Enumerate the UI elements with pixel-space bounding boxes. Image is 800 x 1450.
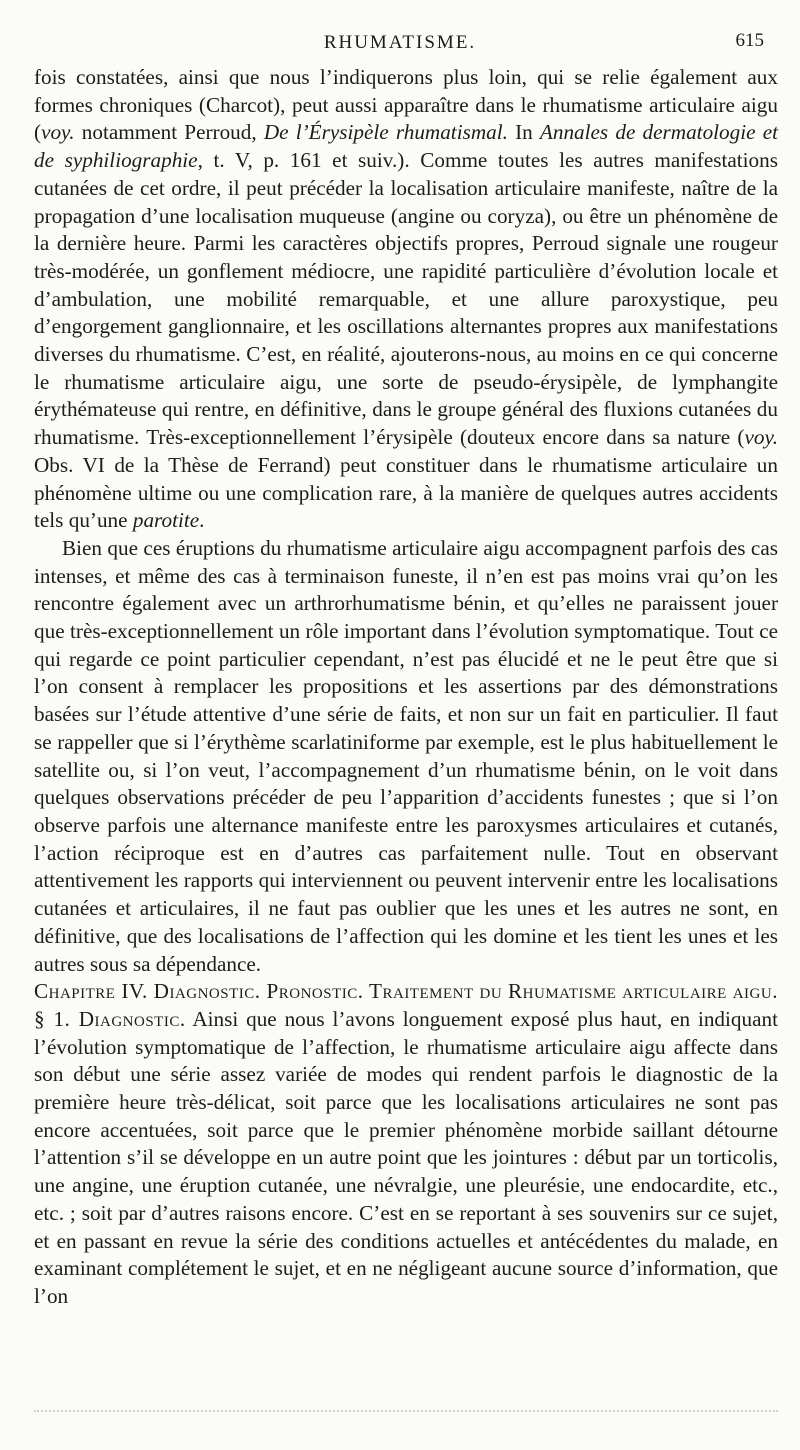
italic-voy: voy. [744,425,778,450]
chapter-heading: Chapitre IV. Diagnostic. Pronostic. Traitement du Rhumatisme articulaire aigu. [34,979,778,1004]
text-run: . [199,508,205,533]
text-run: notamment Perroud, [74,120,264,145]
chapter-text: Ainsi que nous l’avons longuement exposé plus haut, en indiquant l’évolution symptomatique de l’affection, le rhumatisme articulaire aigu affecte dans son début une série assez variée de modes qui rendent parfois le diagnostic de la première heure très-délicat, soit parce que les localisations articulaires ne sont pas encore accentuées, soit parce que le premier phénomène morbide saillant détourne l’attention s’il se développe en un autre point que les jointures : début par un torticolis, une angine, une éruption cutanée, une névralgie, une pleurésie, une endocardite, etc., etc. ; soit par d’autres raisons encore. C’est en se reportant à ses souvenirs sur ce sujet, et en passant en revue la série des conditions actuelles et antécédentes du malade, en examinant complétement le sujet, et en ne négligeant aucune source d’information, que l’on [34,1006,778,1308]
section-heading: § 1. Diagnostic. [34,1006,186,1031]
text-run: In [507,120,540,145]
page-header [0,28,800,58]
text-run: fois constatées, ainsi que nous l’indiquerons plus loin, qui se relie également aux formes chroniques (Charcot), peut aussi apparaître dans le rhumatisme articulaire aigu ( [34,65,778,145]
italic-journal: Annales de dermatologie et de syphiliographie [34,120,778,173]
running-title: RHUMATISME. [323,32,477,53]
italic-parotite: parotite [132,508,200,533]
page-bottom-rule [34,1410,778,1415]
text-run: , t. V, p. 161 et suiv.). Comme toutes les autres manifestations cutanées de cet ordre, il peut précéder la localisation articulaire manifeste, naître de la propagation d’une localisation muqueuse (angine ou coryza), ou être un phénomène de la dernière heure. Parmi les caractères objectifs propres, Perroud signale une rougeur très-modérée, un gonflement médiocre, une rapidité particulière d’évolution locale et d’ambulation, une mobilité remarquable, et une allure paroxystique, peu d’engorgement ganglionnaire, et les oscillations alternantes propres aux manifestations diverses du rhumatisme. C’est, en réalité, ajouterons-nous, au moins en ce qui concerne le rhumatisme articulaire aigu, une sorte de pseudo-érysipèle, de lymphangite érythémateuse qui rentre, en définitive, dans le groupe général des fluxions cutanées du rhumatisme. Très-exceptionnellement l’érysipèle (douteux encore dans sa nature ( [34,148,778,450]
paragraph-eruptions: Bien que ces éruptions du rhumatisme articulaire aigu accompagnent parfois des cas intenses, et même des cas à terminaison funeste, il n’en est pas moins vrai qu’on les rencontre également avec un arthrorhumatisme bénin, et qu’elles ne paraissent jouer que très-exceptionnellement un rôle important dans l’évolution symptomatique. Tout ce qui regarde ce point particulier cependant, n’est pas élucidé et ne le peut être que si l’on consent à remplacer les propositions et les assertions par des démonstrations basées sur l’étude attentive d’une série de faits, et non sur un fait en particulier. Il faut se rappeller que si l’érythème scarlatiniforme par exemple, est le plus habituellement le satellite ou, si l’on veut, l’accompagnement d’un rhumatisme bénin, on le voit dans quelques observations précéder de peu l’apparition d’accidents funestes ; que si l’on observe parfois une alternance manifeste entre les paroxysmes articulaires et cutanés, l’action réciproque est en d’autres cas parfaitement nulle. Tout en observant attentivement les rapports qui interviennent ou peuvent intervenir entre les localisations cutanées et articulaires, il ne faut pas oublier que les unes et les autres ne sont, en définitive, que des localisations de l’affection qui les domine et les tient les unes et les autres sous sa dépendance. [34,535,778,976]
italic-voy: voy. [41,120,75,145]
text-run: Obs. VI de la Thèse de Ferrand) peut constituer dans le rhumatisme articulaire un phénomène ultime ou une complication rare, à la manière de quelques autres accidents tels qu’une [34,452,778,533]
paragraph-erysipele [34,64,778,535]
body-text [34,64,778,1311]
chapter-paragraph [34,978,778,1310]
page-number: 615 [735,30,764,51]
italic-title: De l’Érysipèle rhumatismal. [263,120,508,145]
